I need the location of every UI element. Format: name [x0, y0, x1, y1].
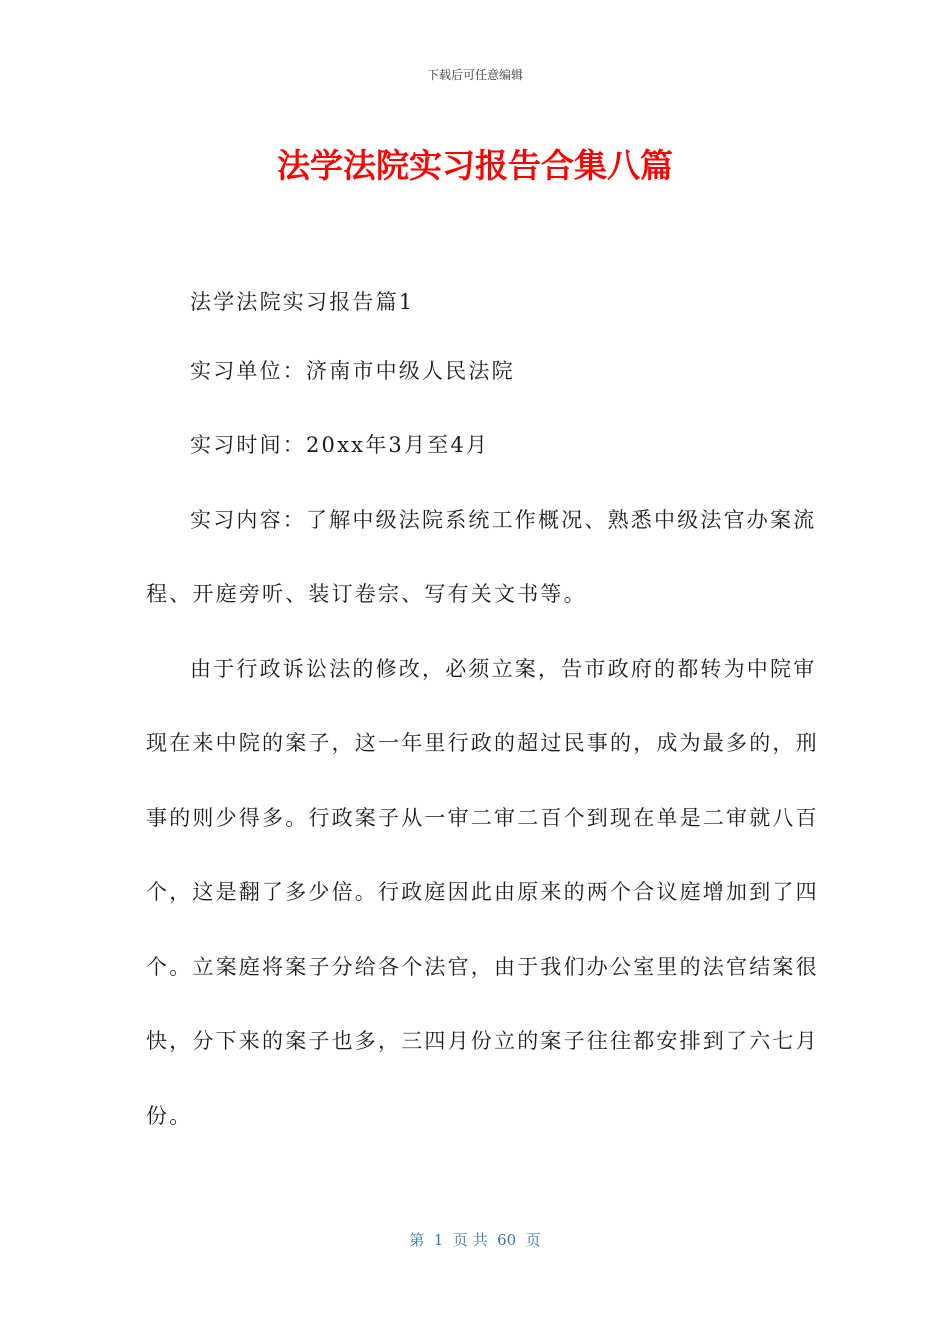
- body-paragraph-line: 个，这是翻了多少倍。行政庭因此由原来的两个合议庭增加到了四: [146, 880, 819, 904]
- section-heading: 法学法院实习报告篇1: [190, 290, 415, 314]
- body-paragraph-line: 快，分下来的案子也多，三四月份立的案子往往都安排到了六七月: [146, 1029, 819, 1053]
- body-paragraph-line: 由于行政诉讼法的修改，必须立案，告市政府的都转为中院审: [190, 657, 817, 681]
- header-note: 下载后可任意编辑: [426, 68, 523, 82]
- page-footer: 第 1 页 共 60 页: [409, 1231, 541, 1249]
- body-paragraph-line: 现在来中院的案子，这一年里行政的超过民事的，成为最多的，刑: [146, 731, 819, 755]
- body-paragraph-line: 份。: [146, 1104, 193, 1128]
- document-title: 法学法院实习报告合集八篇: [277, 146, 673, 185]
- body-paragraph-line: 事的则少得多。行政案子从一审二审二百个到现在单是二审就八百: [146, 806, 819, 830]
- internship-content-line: 实习内容：了解中级法院系统工作概况、熟悉中级法官办案流: [190, 508, 817, 532]
- body-paragraph-line: 个。立案庭将案子分给各个法官，由于我们办公室里的法官结案很: [146, 955, 819, 979]
- internship-content-line: 程、开庭旁听、装订卷宗、写有关文书等。: [146, 582, 587, 606]
- internship-unit: 实习单位：济南市中级人民法院: [190, 359, 515, 383]
- internship-time: 实习时间：20xx年3月至4月: [190, 433, 490, 457]
